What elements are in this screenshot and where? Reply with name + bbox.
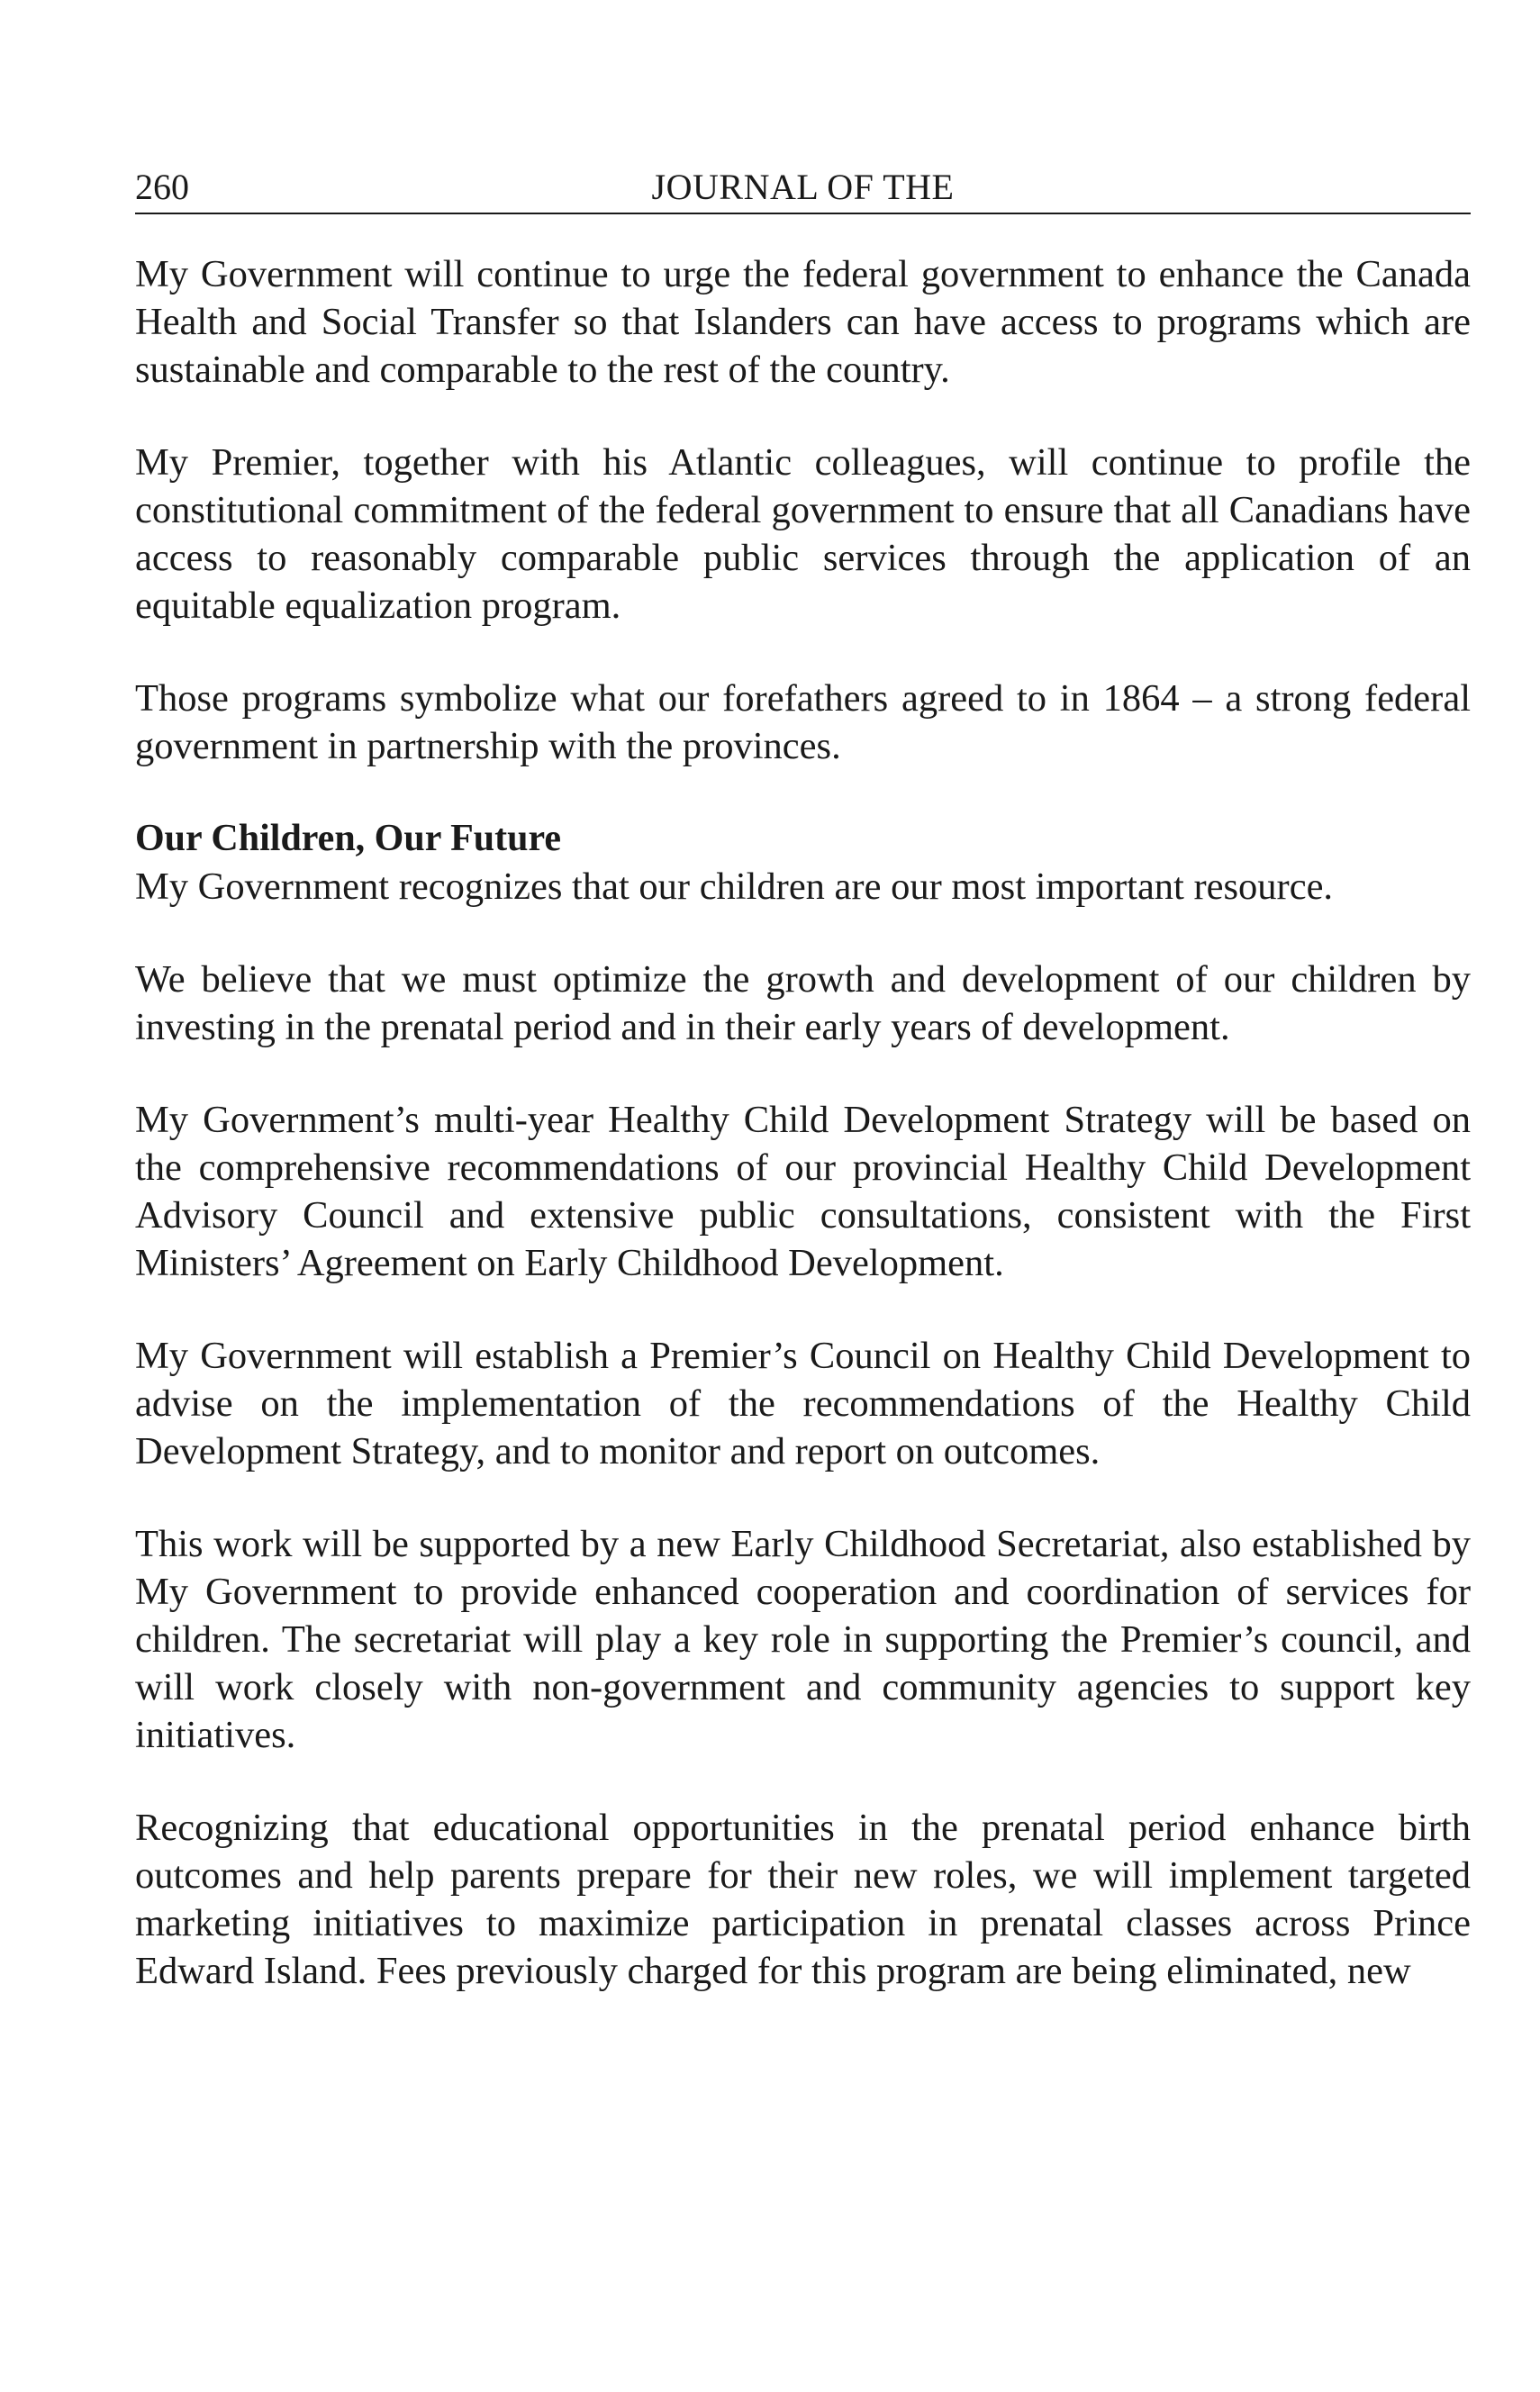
journal-page — [135, 162, 1471, 1995]
journal-title: JOURNAL OF THE — [651, 167, 955, 207]
paragraph-forefathers: Those programs symbolize what our forefathers agreed to in 1864 – a strong federal government in partnership with the provinces. — [135, 677, 1471, 767]
running-header — [135, 162, 1471, 214]
paragraph-equalization: My Premier, together with his Atlantic colleagues, will continue to profile the constitutional commitment of the federal government to ensure that all Canadians have access to reasonably comparable public services through the application of an equitable equalization program. — [135, 441, 1471, 627]
paragraph-secretariat: This work will be supported by a new Early Childhood Secretariat, also established by My Government to provide enhanced cooperation and coordination of services for children. The secretariat will play a key role in supporting the Premier’s council, and will work closely with non-government and community agencies to support key initiatives. — [135, 1523, 1471, 1756]
section-heading: Our Children, Our Future — [135, 818, 561, 859]
paragraph-growth-development: We believe that we must optimize the growth and development of our children by investing in the prenatal period and in their early years of development. — [135, 958, 1471, 1048]
paragraph-prenatal: Recognizing that educational opportunities in the prenatal period enhance birth outcomes and help parents prepare for their new roles, we will implement targeted marketing initiatives to maximize participation in prenatal classes across Prince Edward Island. Fees previously charged for this program are being eliminated, new — [135, 1807, 1471, 1992]
body-text — [135, 250, 1471, 1995]
paragraph-health-transfer: My Government will continue to urge the federal government to enhance the Canada Health and Social Transfer so that Islanders can have access to programs which are sustainable and comparable to the rest of the country. — [135, 253, 1471, 391]
paragraph-strategy: My Government’s multi-year Healthy Child Development Strategy will be based on the comprehensive recommendations of our provincial Healthy Child Development Advisory Council and extensive public consultations, consistent with the First Ministers’ Agreement on Early Childhood Development. — [135, 1099, 1471, 1284]
page-number: 260 — [135, 167, 189, 207]
paragraph-children-resource: My Government recognizes that our children are our most important resource. — [135, 865, 1334, 908]
paragraph-premiers-council: My Government will establish a Premier’s Council on Healthy Child Development to advise on the implementation of the recommendations of the Healthy Child Development Strategy, and to monitor and report on outcomes. — [135, 1335, 1471, 1472]
